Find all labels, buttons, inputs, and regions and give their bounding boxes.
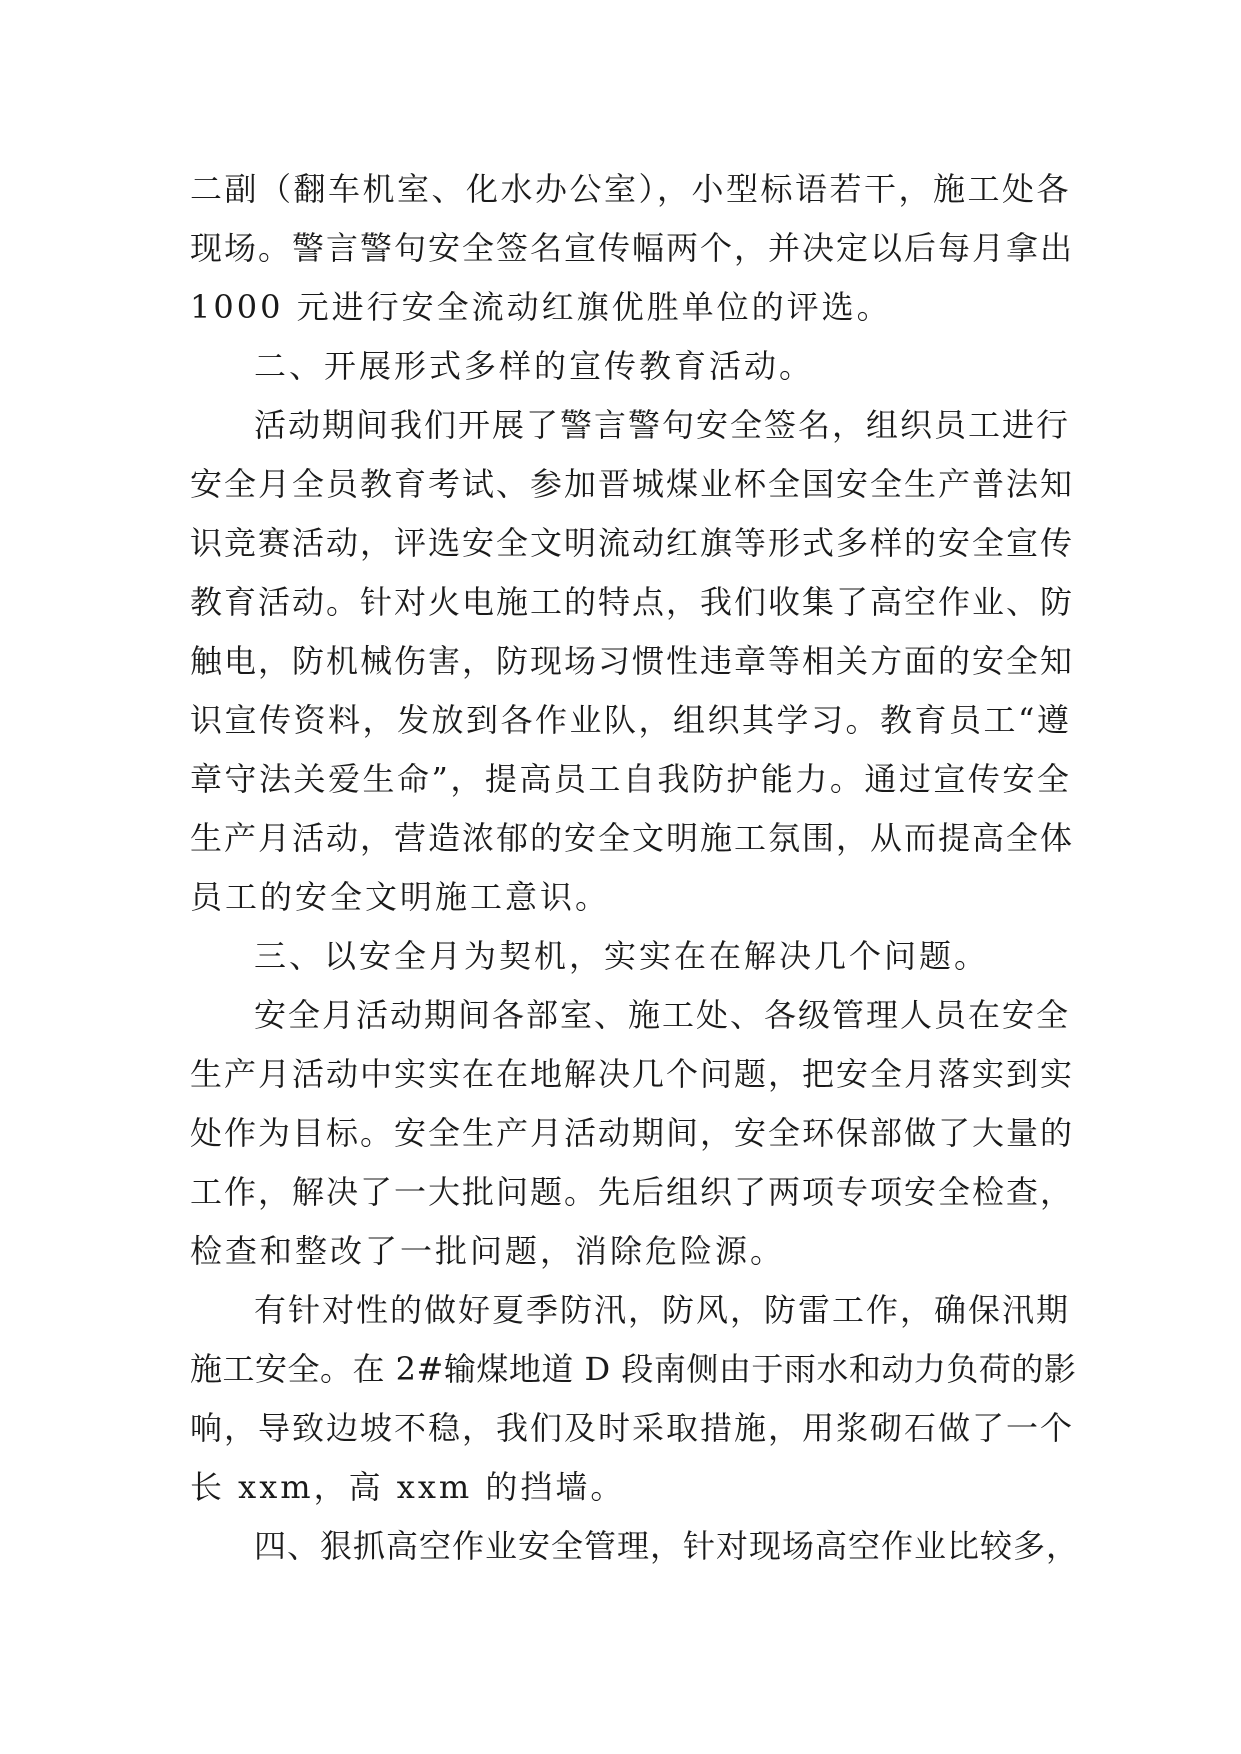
text-line: 生产月活动中实实在在地解决几个问题，把安全月落实到实 [190,1055,1075,1093]
text-line: 触电，防机械伤害，防现场习惯性违章等相关方面的安全知 [190,642,1075,680]
text-line: 员工的安全文明施工意识。 [190,878,611,916]
text-line: 二副（翻车机室、化水办公室），小型标语若干，施工处各 [190,170,1072,208]
text-line: 1000 元进行安全流动红旗优胜单位的评选。 [190,288,892,326]
text-line: 响，导致边坡不稳，我们及时采取措施，用浆砌石做了一个 [190,1409,1075,1447]
text-line: 现场。警言警句安全签名宣传幅两个，并决定以后每月拿出 [190,229,1075,267]
text-line: 安全月全员教育考试、参加晋城煤业杯全国安全生产普法知 [190,465,1075,503]
text-line: 二、开展形式多样的宣传教育活动。 [254,347,815,385]
text-line: 施工安全。在 2#输煤地道 D 段南侧由于雨水和动力负荷的影 [190,1350,1077,1388]
text-line: 活动期间我们开展了警言警句安全签名，组织员工进行 [254,406,1071,444]
text-line: 有针对性的做好夏季防汛，防风，防雷工作，确保汛期 [254,1291,1071,1329]
text-line: 识竞赛活动，评选安全文明流动红旗等形式多样的安全宣传 [190,524,1075,562]
text-line: 检查和整改了一批问题，消除危险源。 [190,1232,786,1270]
document-body [190,160,1080,1576]
text-line: 安全月活动期间各部室、施工处、各级管理人员在安全 [254,996,1071,1034]
text-line: 三、以安全月为契机，实实在在解决几个问题。 [254,937,990,975]
text-line: 长 xxm，高 xxm 的挡墙。 [190,1468,626,1506]
text-line: 生产月活动，营造浓郁的安全文明施工氛围，从而提高全体 [190,819,1075,857]
text-line: 工作，解决了一大批问题。先后组织了两项专项安全检查， [190,1173,1075,1211]
text-line: 章守法关爱生命”，提高员工自我防护能力。通过宣传安全 [190,760,1072,798]
text-line: 处作为目标。安全生产月活动期间，安全环保部做了大量的 [190,1114,1075,1152]
text-line: 四、狠抓高空作业安全管理，针对现场高空作业比较多， [254,1527,1080,1565]
text-line: 教育活动。针对火电施工的特点，我们收集了高空作业、防 [190,583,1075,621]
text-line: 识宣传资料，发放到各作业队，组织其学习。教育员工“遵 [190,701,1072,739]
